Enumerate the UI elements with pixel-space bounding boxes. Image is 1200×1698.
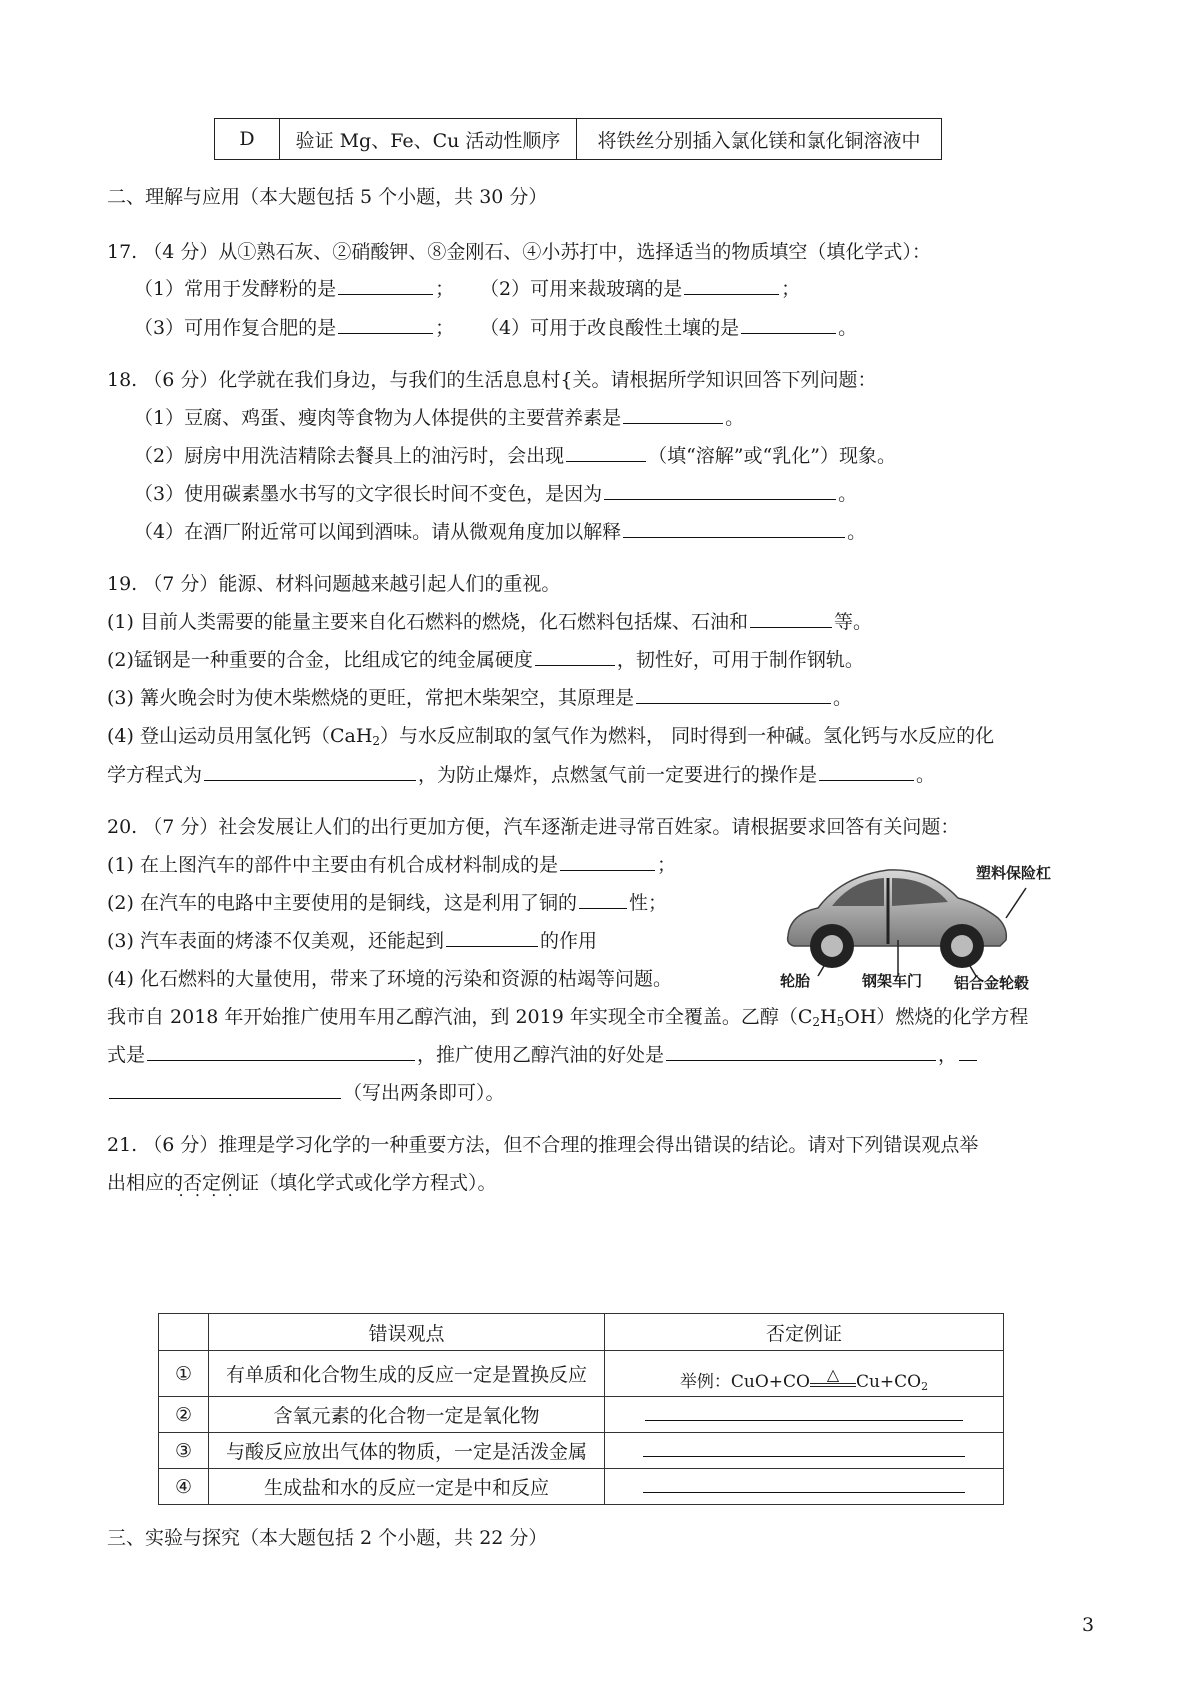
row-wrong-view: 有单质和化合物生成的反应一定是置换反应: [209, 1351, 605, 1397]
answer-blank[interactable]: [666, 1059, 936, 1061]
answer-blank[interactable]: [147, 1059, 415, 1061]
q19-part4-cont: 学方程式为 ，为防止爆炸，点燃氢气前一定要进行的操作是 。: [107, 764, 936, 786]
q20-part1: (1) 在上图汽车的部件中主要由有机合成材料制成的是 ；: [107, 854, 676, 876]
page-number: 3: [1082, 1614, 1095, 1636]
header-counterexample: 否定例证: [605, 1314, 1004, 1351]
table-row: [159, 1397, 1004, 1433]
answer-blank[interactable]: [645, 1419, 963, 1421]
q17-part1: （1）常用于发酵粉的是 ；: [134, 278, 455, 300]
section-3-heading: 三、实验与探究（本大题包括 2 个小题，共 22 分）: [107, 1527, 548, 1549]
cell-method: 将铁丝分别插入氯化镁和氯化铜溶液中: [577, 119, 942, 160]
q18-part3: （3）使用碳素墨水书写的文字很长时间不变色，是因为 。: [134, 483, 858, 505]
q21-stem: 21. （6 分）推理是学习化学的一种重要方法，但不合理的推理会得出错误的结论。请对下列错误观点举: [107, 1134, 979, 1156]
q21-stem-cont: 出相应的否定例证 • • • •（填化学式或化学方程式）。: [107, 1168, 497, 1195]
q20-part4: (4) 化石燃料的大量使用，带来了环境的污染和资源的枯竭等问题。: [107, 968, 672, 990]
car-label-wheel: 铝合金轮毂: [954, 974, 1030, 992]
q17-stem: 17. （4 分）从①熟石灰、②硝酸钾、⑧金刚石、④小苏打中，选择适当的物质填空（填化学式）：: [107, 241, 931, 263]
answer-blank[interactable]: [623, 536, 845, 538]
row-wrong-view: 含氧元素的化合物一定是氧化物: [209, 1397, 605, 1433]
q19-part3: (3) 篝火晚会时为使木柴燃烧的更旺，常把木柴架空，其原理是 。: [107, 687, 852, 709]
section-2-heading: 二、理解与应用（本大题包括 5 个小题，共 30 分）: [107, 186, 548, 208]
car-label-bumper: 塑料保险杠: [976, 864, 1052, 882]
q18-part2: （2）厨房中用洗洁精除去餐具上的油污时，会出现 （填“溶解”或“乳化”）现象。: [134, 445, 896, 467]
car-label-door: 钢架车门: [862, 972, 923, 990]
answer-blank[interactable]: [338, 293, 433, 295]
header-wrong-view: 错误观点: [209, 1314, 605, 1351]
row-number: ④: [159, 1469, 209, 1505]
row-example: [605, 1433, 1004, 1469]
answer-blank[interactable]: [204, 779, 416, 781]
answer-blank[interactable]: [560, 869, 655, 871]
answer-blank[interactable]: [819, 779, 914, 781]
table-row: [159, 1469, 1004, 1505]
answer-blank[interactable]: [338, 332, 433, 334]
cell-experiment: 验证 Mg、Fe、Cu 活动性顺序: [280, 119, 577, 160]
table-row: [159, 1433, 1004, 1469]
car-label-tire: 轮胎: [780, 972, 811, 990]
row-example: 举例：CuO+CO △ $Cu+CO_2$: [605, 1351, 1004, 1397]
row-example: [605, 1397, 1004, 1433]
q19-part2: (2)锰钢是一种重要的合金，比组成它的纯金属硬度 ，韧性好，可用于制作钢轨。: [107, 649, 864, 671]
q21-table: [158, 1313, 1004, 1505]
answer-blank[interactable]: [643, 1455, 965, 1457]
car-illustration: [780, 848, 1080, 992]
emphasized-text: 否定例证 • • • •: [183, 1172, 259, 1194]
answer-blank[interactable]: [566, 460, 646, 462]
q20-part7: （写出两条即可）。: [107, 1078, 505, 1105]
answer-blank[interactable]: [623, 422, 723, 424]
q17-part3: （3）可用作复合肥的是 ；: [134, 317, 455, 339]
answer-blank[interactable]: [684, 293, 779, 295]
row-wrong-view: 与酸反应放出气体的物质，一定是活泼金属: [209, 1433, 605, 1469]
q19-part1: (1) 目前人类需要的能量主要来自化石燃料的燃烧，化石燃料包括煤、石油和 等。: [107, 611, 872, 633]
answer-blank[interactable]: [604, 498, 836, 500]
row-number: ②: [159, 1397, 209, 1433]
q20-stem: 20. （7 分）社会发展让人们的出行更加方便，汽车逐渐走进寻常百姓家。请根据要求回答有关问题：: [107, 816, 960, 838]
q18-stem: 18. （6 分）化学就在我们身边，与我们的生活息息村{关。请根据所学知识回答下列问题：: [107, 369, 877, 391]
q19-part4: (4) 登山运动员用氢化钙（CaH$_2$）与水反应制取的氢气作为燃料， 同时得到一种碱。氢化钙与水反应的化: [107, 725, 995, 748]
row-wrong-view: 生成盐和水的反应一定是中和反应: [209, 1469, 605, 1505]
table-header-row: [159, 1314, 1004, 1351]
top-table: [214, 118, 942, 160]
answer-blank[interactable]: [750, 626, 832, 628]
q20-part3: (3) 汽车表面的烤漆不仅美观，还能起到 的作用: [107, 930, 597, 952]
answer-blank[interactable]: [446, 945, 538, 947]
row-number: ③: [159, 1433, 209, 1469]
row-example: [605, 1469, 1004, 1505]
answer-blank[interactable]: [109, 1097, 341, 1099]
q17-part2: （2）可用来裁玻璃的是 ；: [480, 278, 801, 300]
q18-part1: （1）豆腐、鸡蛋、瘦肉等食物为人体提供的主要营养素是 。: [134, 407, 745, 429]
q20-part2: (2) 在汽车的电路中主要使用的是铜线，这是利用了铜的 性；: [107, 892, 667, 914]
q20-part6: 式是 ，推广使用乙醇汽油的好处是 ，: [107, 1040, 979, 1067]
q17-part4: （4）可用于改良酸性土壤的是 。: [480, 317, 858, 339]
cell-option: D: [215, 119, 280, 160]
answer-blank[interactable]: [959, 1059, 977, 1061]
q20-part5: 我市自 2018 年开始推广使用车用乙醇汽油，到 2019 年实现全市全覆盖。乙醇$(C_2H_5OH)$燃烧的化学方程: [107, 1006, 1029, 1029]
heat-triangle-icon: △: [826, 1364, 840, 1384]
answer-blank[interactable]: [579, 907, 627, 909]
row-number: ①: [159, 1351, 209, 1397]
answer-blank[interactable]: [741, 332, 836, 334]
answer-blank[interactable]: [643, 1491, 965, 1493]
answer-blank[interactable]: [636, 702, 831, 704]
q19-stem: 19. （7 分）能源、材料问题越来越引起人们的重视。: [107, 573, 561, 595]
table-row: [159, 1351, 1004, 1397]
answer-blank[interactable]: [535, 664, 615, 666]
q18-part4: （4）在酒厂附近常可以闻到酒味。请从微观角度加以解释 。: [134, 521, 867, 543]
table-row: [215, 119, 942, 160]
